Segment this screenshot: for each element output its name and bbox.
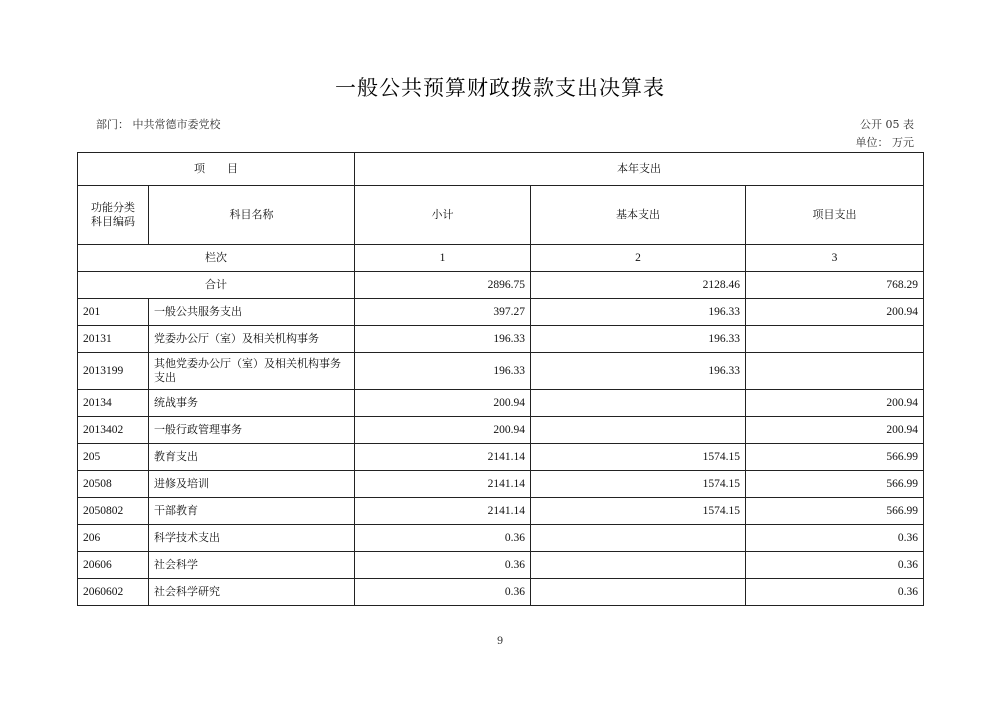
row-code: 20606	[78, 552, 149, 579]
table-row	[78, 417, 924, 444]
row-project: 200.94	[746, 417, 924, 444]
row-basic	[531, 390, 746, 417]
row-project: 566.99	[746, 471, 924, 498]
row-basic: 1574.15	[531, 498, 746, 525]
row-subtotal: 196.33	[355, 353, 531, 390]
row-basic	[531, 579, 746, 606]
row-project	[746, 326, 924, 353]
row-subject-name: 党委办公厅（室）及相关机构事务	[149, 326, 355, 353]
header-row-1	[78, 153, 924, 186]
row-code: 20131	[78, 326, 149, 353]
total-subtotal: 2896.75	[355, 272, 531, 299]
row-basic: 196.33	[531, 326, 746, 353]
row-basic: 196.33	[531, 299, 746, 326]
column-index-2: 2	[531, 245, 746, 272]
table-row	[78, 299, 924, 326]
column-index-3: 3	[746, 245, 924, 272]
table-row	[78, 390, 924, 417]
row-project: 200.94	[746, 390, 924, 417]
page-number: 9	[496, 636, 504, 647]
row-project: 566.99	[746, 498, 924, 525]
row-code: 2013199	[78, 353, 149, 390]
total-basic: 2128.46	[531, 272, 746, 299]
row-project: 0.36	[746, 525, 924, 552]
header-func-code: 功能分类 科目编码	[78, 186, 149, 245]
row-subtotal: 0.36	[355, 579, 531, 606]
table-row	[78, 525, 924, 552]
row-subtotal: 0.36	[355, 525, 531, 552]
row-subject-name: 其他党委办公厅（室）及相关机构事务支出	[149, 353, 355, 390]
row-basic: 1574.15	[531, 444, 746, 471]
column-index-label: 栏次	[78, 245, 355, 272]
table-row	[78, 326, 924, 353]
row-code: 20134	[78, 390, 149, 417]
expenditure-table	[77, 152, 924, 606]
row-project	[746, 353, 924, 390]
total-project: 768.29	[746, 272, 924, 299]
header-row-2	[78, 186, 924, 245]
header-basic: 基本支出	[531, 186, 746, 245]
row-subtotal: 2141.14	[355, 498, 531, 525]
column-index-row	[78, 245, 924, 272]
row-code: 201	[78, 299, 149, 326]
form-number: 公开 05 表	[860, 118, 914, 131]
table-row	[78, 353, 924, 390]
row-subtotal: 196.33	[355, 326, 531, 353]
row-basic	[531, 417, 746, 444]
row-subtotal: 2141.14	[355, 444, 531, 471]
row-subtotal: 200.94	[355, 390, 531, 417]
header-project-expense: 项目支出	[746, 186, 924, 245]
row-subtotal: 2141.14	[355, 471, 531, 498]
row-code: 20508	[78, 471, 149, 498]
row-subtotal: 200.94	[355, 417, 531, 444]
row-basic: 196.33	[531, 353, 746, 390]
table-row	[78, 552, 924, 579]
row-basic	[531, 525, 746, 552]
row-subject-name: 进修及培训	[149, 471, 355, 498]
header-subtotal: 小计	[355, 186, 531, 245]
department-label: 部门： 中共常德市委党校	[96, 118, 221, 131]
row-project: 566.99	[746, 444, 924, 471]
row-subject-name: 社会科学研究	[149, 579, 355, 606]
row-project: 200.94	[746, 299, 924, 326]
total-label: 合计	[78, 272, 355, 299]
row-subtotal: 397.27	[355, 299, 531, 326]
row-subject-name: 一般行政管理事务	[149, 417, 355, 444]
row-subject-name: 一般公共服务支出	[149, 299, 355, 326]
row-subject-name: 科学技术支出	[149, 525, 355, 552]
table-row	[78, 498, 924, 525]
row-subject-name: 社会科学	[149, 552, 355, 579]
total-row	[78, 272, 924, 299]
row-basic: 1574.15	[531, 471, 746, 498]
header-current-year-expense: 本年支出	[355, 153, 924, 186]
row-code: 2013402	[78, 417, 149, 444]
row-project: 0.36	[746, 579, 924, 606]
row-subject-name: 统战事务	[149, 390, 355, 417]
header-project: 项 目	[78, 153, 355, 186]
column-index-1: 1	[355, 245, 531, 272]
unit-label: 单位： 万元	[855, 136, 914, 149]
page-title: 一般公共预算财政拨款支出决算表	[335, 76, 665, 100]
header-subject-name: 科目名称	[149, 186, 355, 245]
table-row	[78, 471, 924, 498]
table-row	[78, 579, 924, 606]
table-row	[78, 444, 924, 471]
row-project: 0.36	[746, 552, 924, 579]
row-subject-name: 教育支出	[149, 444, 355, 471]
row-basic	[531, 552, 746, 579]
row-subtotal: 0.36	[355, 552, 531, 579]
row-code: 206	[78, 525, 149, 552]
row-code: 2050802	[78, 498, 149, 525]
row-code: 205	[78, 444, 149, 471]
row-code: 2060602	[78, 579, 149, 606]
row-subject-name: 干部教育	[149, 498, 355, 525]
